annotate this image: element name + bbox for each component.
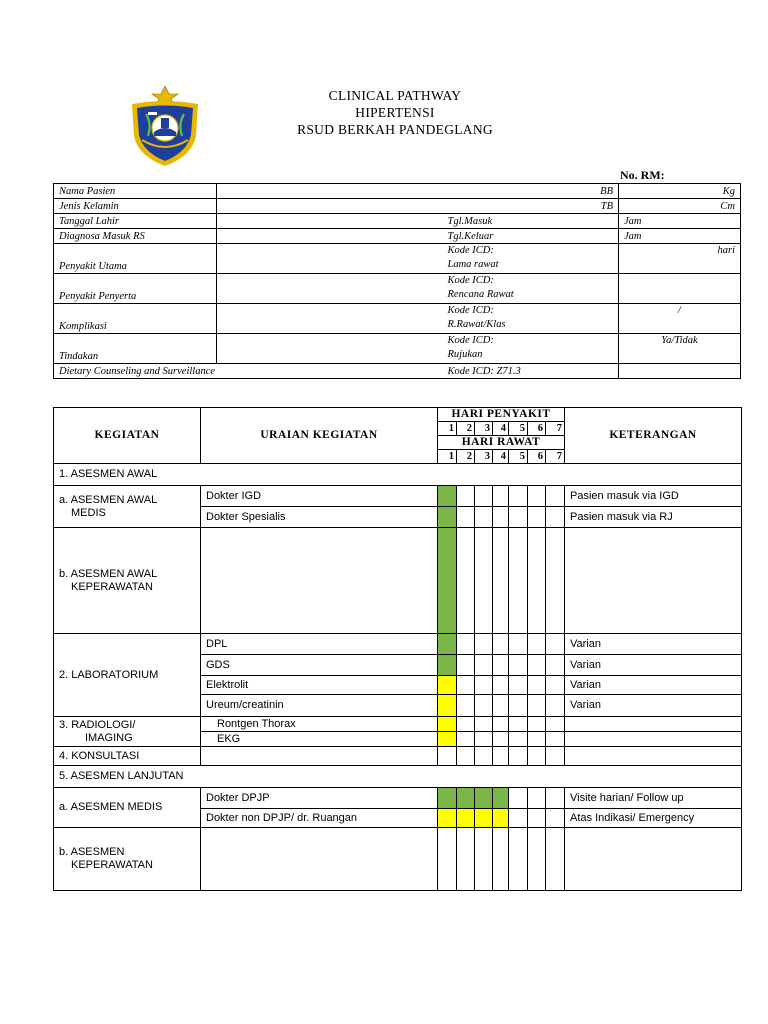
day-cell[interactable]	[528, 507, 546, 528]
day-cell[interactable]	[475, 486, 493, 507]
penyakit-penyerta-label: Penyakit Penyerta	[54, 274, 217, 304]
day-cell[interactable]	[475, 809, 493, 828]
lama-rawat-label: Lama rawat	[447, 259, 499, 270]
day-cell[interactable]	[493, 788, 509, 809]
day-cell[interactable]	[546, 695, 565, 717]
day-cell[interactable]	[438, 634, 457, 655]
pathway-table	[53, 407, 742, 891]
day-cell[interactable]	[546, 528, 565, 634]
day-cell[interactable]	[475, 732, 493, 747]
day-cell[interactable]	[438, 788, 457, 809]
nama-pasien-field[interactable]	[217, 184, 443, 199]
radiologi-line2: IMAGING	[85, 731, 133, 744]
day-cell[interactable]	[509, 507, 528, 528]
komplikasi-icd	[443, 304, 619, 334]
day-cell[interactable]	[457, 507, 475, 528]
day-cell[interactable]	[493, 828, 509, 891]
day-cell[interactable]	[493, 634, 509, 655]
day-cell[interactable]	[546, 788, 565, 809]
day-cell[interactable]	[509, 809, 528, 828]
day-cell[interactable]	[457, 809, 475, 828]
section-asesmen-lanjutan: 5. ASESMEN LANJUTAN	[54, 766, 742, 788]
komplikasi-label: Komplikasi	[54, 304, 217, 334]
asesmen-medis-label: a. ASESMEN MEDIS	[54, 788, 201, 828]
day-cell[interactable]	[509, 676, 528, 695]
elektrolit-text: Elektrolit	[201, 676, 438, 695]
hari-penyakit-day: 1	[438, 422, 457, 436]
tindakan-label: Tindakan	[54, 334, 217, 364]
day-cell[interactable]	[528, 676, 546, 695]
hari-penyakit-day: 5	[509, 422, 528, 436]
hari-penyakit-day: 3	[475, 422, 493, 436]
diagnosa-masuk-label: Diagnosa Masuk RS	[54, 229, 217, 244]
hari-rawat-day: 6	[528, 450, 546, 464]
day-cell[interactable]	[509, 732, 528, 747]
nama-pasien-label: Nama Pasien	[54, 184, 217, 199]
tgl-masuk-label: Tgl.Masuk	[443, 214, 619, 229]
dokter-spesialis-text: Dokter Spesialis	[201, 507, 438, 528]
ket-cell[interactable]	[565, 732, 742, 747]
bb-field[interactable]: Kg	[619, 184, 741, 199]
day-cell[interactable]	[493, 486, 509, 507]
asesmen-awal-keperawatan-label	[54, 528, 201, 634]
day-cell[interactable]	[546, 828, 565, 891]
gds-text: GDS	[201, 655, 438, 676]
tb-field[interactable]: Cm	[619, 199, 741, 214]
radiologi-label	[54, 717, 201, 747]
day-cell[interactable]	[457, 788, 475, 809]
ekg-text: EKG	[201, 732, 438, 747]
diagnosa-masuk-field[interactable]	[217, 229, 443, 244]
day-cell[interactable]	[493, 732, 509, 747]
varian-text: Varian	[565, 634, 742, 655]
keperawatan-ket-cell[interactable]	[565, 528, 742, 634]
day-cell[interactable]	[528, 528, 546, 634]
day-cell[interactable]	[493, 747, 509, 766]
rencana-rawat-field[interactable]	[619, 274, 741, 304]
jam-keluar-field[interactable]: Jam	[619, 229, 741, 244]
dietary-icd: Kode ICD: Z71.3	[443, 364, 619, 379]
konsultasi-label: 4. KONSULTASI	[54, 747, 201, 766]
day-cell[interactable]	[546, 747, 565, 766]
hari-penyakit-day: 2	[457, 422, 475, 436]
day-cell[interactable]	[509, 528, 528, 634]
slash-text: /	[678, 305, 681, 316]
day-cell[interactable]	[546, 676, 565, 695]
asesmen-keperawatan-line2: KEPERAWATAN	[71, 859, 153, 871]
konsultasi-uraian-cell[interactable]	[201, 747, 438, 766]
varian-text: Varian	[565, 676, 742, 695]
section-asesmen-awal: 1. ASESMEN AWAL	[54, 464, 742, 486]
penyakit-utama-icd	[443, 244, 619, 274]
ket-indikasi-text: Atas Indikasi/ Emergency	[565, 809, 742, 828]
ket-cell[interactable]	[565, 717, 742, 732]
day-cell[interactable]	[475, 528, 493, 634]
day-cell[interactable]	[438, 828, 457, 891]
uraian-header: URAIAN KEGIATAN	[201, 408, 438, 464]
day-cell[interactable]	[546, 732, 565, 747]
day-cell[interactable]	[457, 528, 475, 634]
day-cell[interactable]	[493, 717, 509, 732]
regional-emblem-icon	[128, 84, 202, 168]
day-cell[interactable]	[546, 809, 565, 828]
day-cell[interactable]	[457, 486, 475, 507]
asesmen-awal-keperawatan-line2: KEPERAWATAN	[71, 580, 153, 593]
varian-text: Varian	[565, 655, 742, 676]
day-cell[interactable]	[493, 507, 509, 528]
day-cell[interactable]	[438, 809, 457, 828]
penyakit-utama-label: Penyakit Utama	[54, 244, 217, 274]
radiologi-line1: 3. RADIOLOGI/	[59, 718, 136, 731]
tanggal-lahir-label: Tanggal Lahir	[54, 214, 217, 229]
day-cell[interactable]	[528, 747, 546, 766]
rujukan-field[interactable]	[619, 334, 741, 364]
dietary-field[interactable]	[619, 364, 741, 379]
keperawatan-uraian-cell[interactable]	[201, 528, 438, 634]
keterangan-header: KETERANGAN	[565, 408, 742, 464]
jam-masuk-field[interactable]: Jam	[619, 214, 741, 229]
hari-rawat-day: 7	[546, 450, 565, 464]
day-cell[interactable]	[528, 732, 546, 747]
keperawatan-lanjutan-uraian-cell[interactable]	[201, 828, 438, 891]
day-cell[interactable]	[493, 676, 509, 695]
jenis-kelamin-label: Jenis Kelamin	[54, 199, 217, 214]
day-cell[interactable]	[475, 695, 493, 717]
hospital-name: RSUD BERKAH PANDEGLANG	[297, 122, 493, 137]
penyakit-penyerta-icd	[443, 274, 619, 304]
day-cell[interactable]	[457, 655, 475, 676]
day-cell[interactable]	[475, 747, 493, 766]
tb-label: TB	[443, 199, 619, 214]
hari-penyakit-day: 7	[546, 422, 565, 436]
asesmen-awal-medis-line1: a. ASESMEN AWAL	[59, 493, 158, 506]
dokter-non-dpjp-text: Dokter non DPJP/ dr. Ruangan	[201, 809, 438, 828]
rujukan-label: Rujukan	[447, 349, 483, 360]
ket-cell[interactable]	[565, 747, 742, 766]
hari-penyakit-header: HARI PENYAKIT	[438, 408, 565, 422]
hari-rawat-header: HARI RAWAT	[438, 436, 565, 450]
rontgen-text: Rontgen Thorax	[201, 717, 438, 732]
varian-text: Varian	[565, 695, 742, 717]
hari-rawat-day: 2	[457, 450, 475, 464]
asesmen-keperawatan-line1: b. ASESMEN	[59, 846, 125, 858]
hari-penyakit-day: 4	[493, 422, 509, 436]
kode-icd-label: Kode ICD:	[447, 335, 494, 346]
day-cell[interactable]	[438, 486, 457, 507]
kegiatan-header: KEGIATAN	[54, 408, 201, 464]
day-cell[interactable]	[475, 655, 493, 676]
tgl-keluar-label: Tgl.Keluar	[443, 229, 619, 244]
day-cell[interactable]	[528, 717, 546, 732]
day-cell[interactable]	[493, 809, 509, 828]
day-cell[interactable]	[509, 828, 528, 891]
tindakan-field[interactable]	[217, 334, 443, 364]
day-cell[interactable]	[457, 676, 475, 695]
asesmen-keperawatan-label	[54, 828, 201, 891]
rawat-klas-label: R.Rawat/Klas	[447, 319, 506, 330]
bb-label: BB	[443, 184, 619, 199]
day-cell[interactable]	[493, 695, 509, 717]
patient-info-table	[53, 183, 741, 379]
komplikasi-field[interactable]	[217, 304, 443, 334]
tanggal-lahir-field[interactable]	[217, 214, 443, 229]
day-cell[interactable]	[475, 717, 493, 732]
day-cell[interactable]	[509, 634, 528, 655]
day-cell[interactable]	[528, 809, 546, 828]
day-cell[interactable]	[438, 676, 457, 695]
hari-rawat-day: 5	[509, 450, 528, 464]
asesmen-awal-medis-label	[54, 486, 201, 528]
day-cell[interactable]	[475, 634, 493, 655]
rawat-klas-field[interactable]	[619, 304, 741, 334]
day-cell[interactable]	[457, 717, 475, 732]
day-cell[interactable]	[528, 634, 546, 655]
kode-icd-label: Kode ICD:	[447, 305, 494, 316]
hari-label: hari	[717, 245, 735, 256]
page-subtitle: HIPERTENSI	[355, 105, 435, 120]
kode-icd-label: Kode ICD:	[447, 245, 494, 256]
lama-rawat-field[interactable]	[619, 244, 741, 274]
day-cell[interactable]	[438, 717, 457, 732]
day-cell[interactable]	[438, 732, 457, 747]
dietary-label: Dietary Counseling and Surveillance	[54, 364, 443, 379]
dpl-text: DPL	[201, 634, 438, 655]
day-cell[interactable]	[546, 634, 565, 655]
day-cell[interactable]	[509, 747, 528, 766]
day-cell[interactable]	[438, 507, 457, 528]
ya-tidak-text: Ya/Tidak	[661, 335, 698, 346]
day-cell[interactable]	[457, 634, 475, 655]
day-cell[interactable]	[509, 788, 528, 809]
day-cell[interactable]	[475, 828, 493, 891]
asesmen-awal-medis-line2: MEDIS	[71, 506, 106, 519]
day-cell[interactable]	[528, 828, 546, 891]
rencana-rawat-label: Rencana Rawat	[447, 289, 514, 300]
dokter-igd-text: Dokter IGD	[201, 486, 438, 507]
day-cell[interactable]	[438, 747, 457, 766]
day-cell[interactable]	[475, 507, 493, 528]
day-cell[interactable]	[546, 655, 565, 676]
day-cell[interactable]	[457, 747, 475, 766]
day-cell[interactable]	[493, 528, 509, 634]
day-cell[interactable]	[546, 486, 565, 507]
day-cell[interactable]	[509, 486, 528, 507]
dokter-dpjp-text: Dokter DPJP	[201, 788, 438, 809]
day-cell[interactable]	[546, 507, 565, 528]
day-cell[interactable]	[509, 717, 528, 732]
medical-record-number-label: No. RM:	[620, 168, 665, 182]
hari-rawat-day: 4	[493, 450, 509, 464]
day-cell[interactable]	[528, 486, 546, 507]
ket-rj-text: Pasien masuk via RJ	[565, 507, 742, 528]
day-cell[interactable]	[509, 655, 528, 676]
day-cell[interactable]	[438, 528, 457, 634]
day-cell[interactable]	[546, 717, 565, 732]
ket-igd-text: Pasien masuk via IGD	[565, 486, 742, 507]
penyakit-penyerta-field[interactable]	[217, 274, 443, 304]
ket-cell[interactable]	[565, 828, 742, 891]
day-cell[interactable]	[457, 695, 475, 717]
jenis-kelamin-field[interactable]	[217, 199, 443, 214]
asesmen-awal-keperawatan-line1: b. ASESMEN AWAL	[59, 567, 158, 580]
day-cell[interactable]	[438, 655, 457, 676]
hari-rawat-day: 1	[438, 450, 457, 464]
day-cell[interactable]	[493, 655, 509, 676]
day-cell[interactable]	[438, 695, 457, 717]
hari-rawat-day: 3	[475, 450, 493, 464]
ureum-text: Ureum/creatinin	[201, 695, 438, 717]
day-cell[interactable]	[509, 695, 528, 717]
hari-penyakit-day: 6	[528, 422, 546, 436]
tindakan-icd	[443, 334, 619, 364]
day-cell[interactable]	[528, 655, 546, 676]
day-cell[interactable]	[528, 788, 546, 809]
page-title: CLINICAL PATHWAY	[328, 88, 462, 103]
penyakit-utama-field[interactable]	[217, 244, 443, 274]
kode-icd-label: Kode ICD:	[447, 275, 494, 286]
day-cell[interactable]	[475, 788, 493, 809]
ket-visite-text: Visite harian/ Follow up	[565, 788, 742, 809]
laboratorium-label: 2. LABORATORIUM	[54, 634, 201, 717]
day-cell[interactable]	[457, 828, 475, 891]
day-cell[interactable]	[457, 732, 475, 747]
day-cell[interactable]	[528, 695, 546, 717]
day-cell[interactable]	[475, 676, 493, 695]
